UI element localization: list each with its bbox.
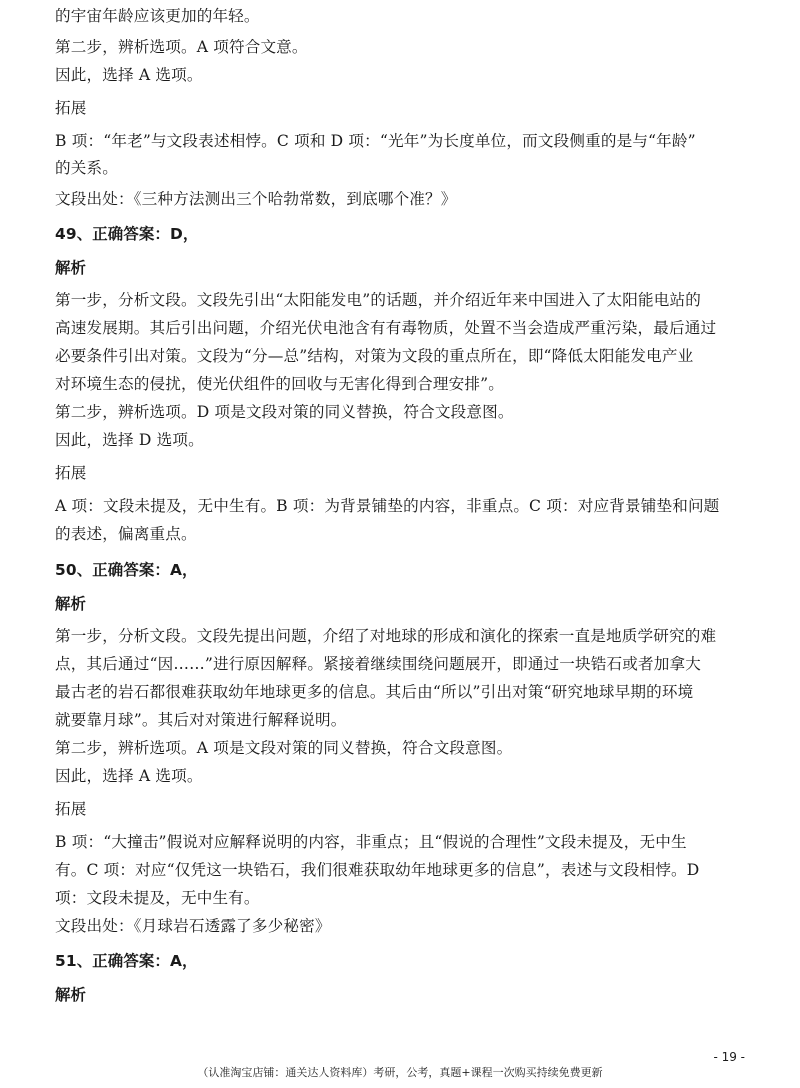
text-line: 因此，选择 D 选项。: [55, 431, 204, 449]
text-line: 的表述，偏离重点。: [55, 525, 197, 543]
section-label: 拓展: [55, 464, 87, 482]
analysis-heading: 解析: [55, 259, 87, 277]
text-line: 第二步，辨析选项。A 项是文段对策的同义替换，符合文段意图。: [55, 739, 513, 757]
analysis-heading: 解析: [55, 986, 87, 1004]
text-line: 项：文段未提及，无中生有。: [55, 889, 260, 907]
text-line: 第一步，分析文段。文段先引出“太阳能发电”的话题，并介绍近年来中国进入了太阳能电站的: [55, 291, 701, 309]
text-line: 最古老的岩石都很难获取幼年地球更多的信息。其后由“所以”引出对策“研究地球早期的环境: [55, 683, 694, 701]
text-line: B 项：“大撞击”假说对应解释说明的内容，非重点；且“假说的合理性”文段未提及，无中生: [55, 833, 687, 851]
text-line: 就要靠月球”。其后对对策进行解释说明。: [55, 711, 347, 729]
analysis-heading: 解析: [55, 595, 87, 613]
text-line: 因此，选择 A 选项。: [55, 66, 203, 84]
footer-note: （认准淘宝店铺：通关达人资料库）考研，公考，真题+课程一次购买持续免费更新: [197, 1066, 603, 1079]
text-line: 有。C 项：对应“仅凭这一块锆石，我们很难获取幼年地球更多的信息”，表述与文段相悖。D: [55, 861, 700, 879]
section-label: 拓展: [55, 800, 87, 818]
text-line: 点，其后通过“因……”进行原因解释。紧接着继续围绕问题展开，即通过一块锆石或者加拿大: [55, 655, 701, 673]
answer-heading: 50、正确答案：A，: [55, 561, 198, 579]
text-line: 的宇宙年龄应该更加的年轻。: [55, 7, 260, 25]
text-line: 的关系。: [55, 159, 118, 177]
text-line: B 项：“年老”与文段表述相悖。C 项和 D 项：“光年”为长度单位，而文段侧重的是与“年龄”: [55, 132, 696, 150]
source-line: 文段出处：《月球岩石透露了多少秘密》: [55, 917, 331, 935]
answer-heading: 51、正确答案：A，: [55, 952, 198, 970]
section-label: 拓展: [55, 99, 87, 117]
text-line: 必要条件引出对策。文段为“分—总”结构，对策为文段的重点所在，即“降低太阳能发电产业: [55, 347, 694, 365]
text-line: 因此，选择 A 选项。: [55, 767, 203, 785]
page-number: - 19 -: [713, 1050, 745, 1064]
text-line: A 项：文段未提及，无中生有。B 项：为背景铺垫的内容，非重点。C 项：对应背景铺垫和问题: [55, 497, 720, 515]
text-line: 第二步，辨析选项。A 项符合文意。: [55, 38, 308, 56]
answer-heading: 49、正确答案：D，: [55, 225, 199, 243]
text-line: 高速发展期。其后引出问题，介绍光伏电池含有有毒物质，处置不当会造成严重污染，最后通过: [55, 319, 717, 337]
text-line: 对环境生态的侵扰，使光伏组件的回收与无害化得到合理安排”。: [55, 375, 504, 393]
text-line: 第二步，辨析选项。D 项是文段对策的同义替换，符合文段意图。: [55, 403, 514, 421]
source-line: 文段出处：《三种方法测出三个哈勃常数，到底哪个准？》: [55, 190, 457, 208]
text-line: 第一步，分析文段。文段先提出问题，介绍了对地球的形成和演化的探索一直是地质学研究的难: [55, 627, 717, 645]
